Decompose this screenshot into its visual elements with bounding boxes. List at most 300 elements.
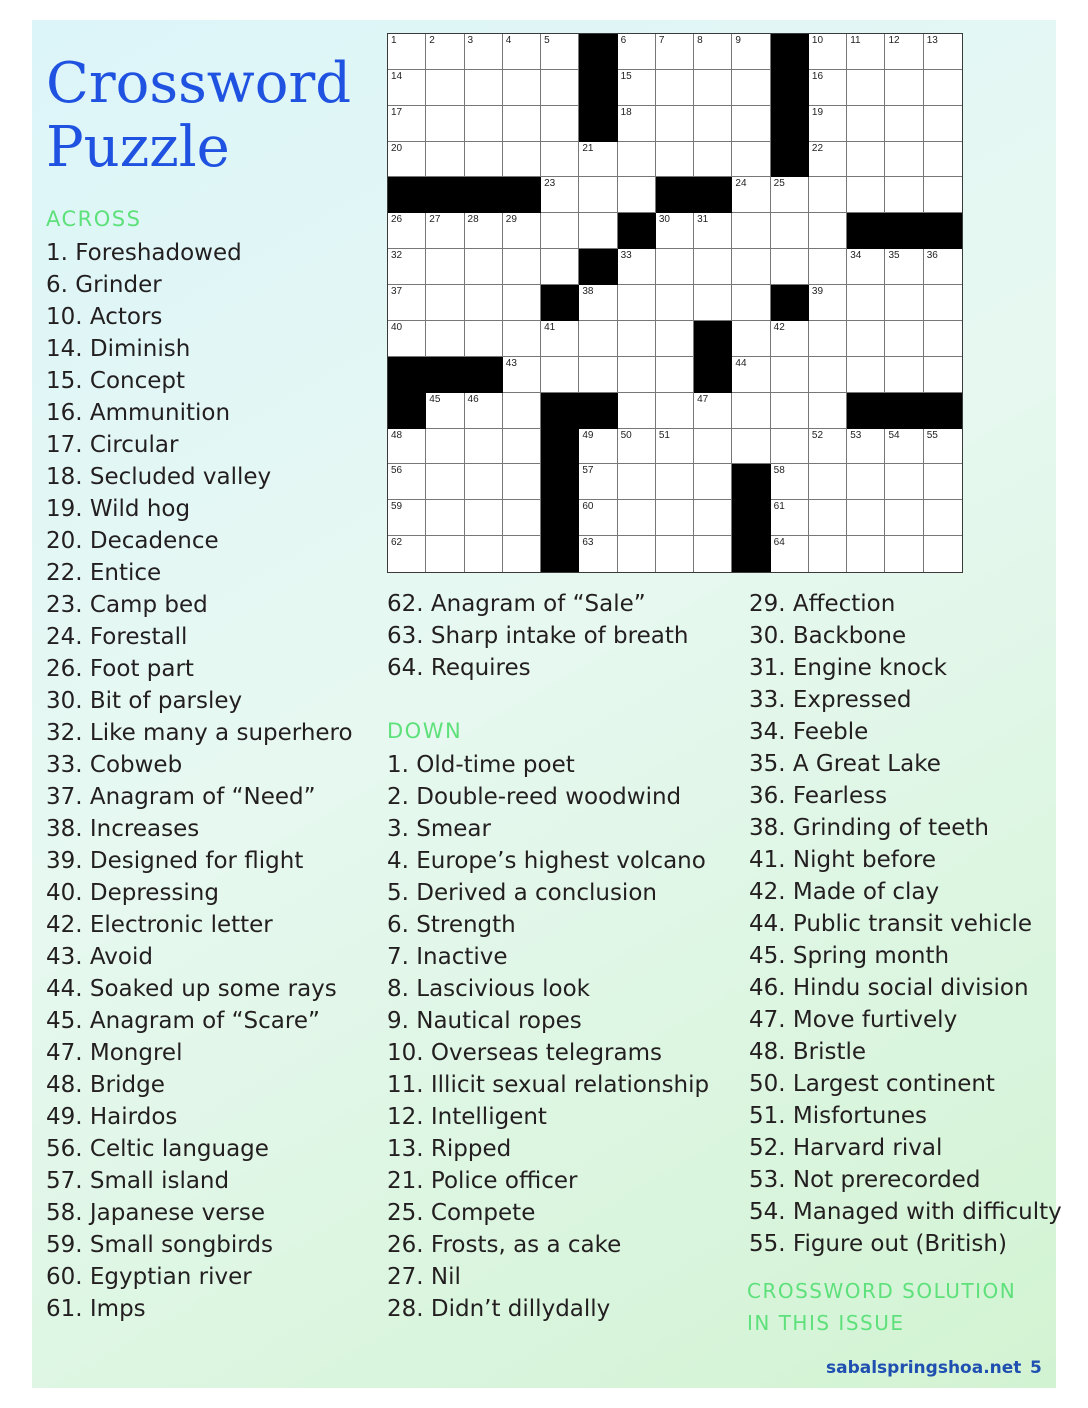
- clue-item: 59. Small songbirds: [46, 1232, 273, 1258]
- grid-cell[interactable]: [541, 249, 579, 285]
- grid-black-square: [541, 285, 579, 321]
- clue-item: 54. Managed with difficulty: [749, 1199, 1062, 1225]
- grid-cell[interactable]: [465, 464, 503, 500]
- grid-cell[interactable]: [694, 536, 732, 572]
- grid-cell[interactable]: [771, 357, 809, 393]
- clue-number: 28: [467, 214, 479, 226]
- clue-item: 12. Intelligent: [387, 1104, 547, 1130]
- clue-item: 10. Actors: [46, 304, 163, 330]
- grid-cell[interactable]: [847, 249, 885, 285]
- grid-cell[interactable]: [541, 106, 579, 142]
- clue-number: 64: [773, 537, 785, 549]
- grid-cell[interactable]: [885, 106, 923, 142]
- grid-cell[interactable]: [885, 429, 923, 465]
- grid-cell[interactable]: [465, 142, 503, 178]
- grid-cell[interactable]: [732, 321, 770, 357]
- grid-cell[interactable]: [885, 464, 923, 500]
- grid-cell[interactable]: [809, 106, 847, 142]
- grid-black-square: [465, 177, 503, 213]
- grid-cell[interactable]: [924, 142, 962, 178]
- grid-black-square: [924, 393, 962, 429]
- grid-cell[interactable]: [541, 70, 579, 106]
- grid-cell[interactable]: [618, 429, 656, 465]
- grid-cell[interactable]: [809, 249, 847, 285]
- grid-cell[interactable]: [809, 285, 847, 321]
- grid-black-square: [388, 357, 426, 393]
- clue-item: 51. Misfortunes: [749, 1103, 928, 1129]
- clue-item: 47. Move furtively: [749, 1007, 958, 1033]
- grid-cell[interactable]: [579, 357, 617, 393]
- grid-cell[interactable]: [541, 142, 579, 178]
- grid-cell[interactable]: [924, 429, 962, 465]
- grid-cell[interactable]: [388, 429, 426, 465]
- grid-cell[interactable]: [924, 249, 962, 285]
- grid-cell[interactable]: [426, 213, 464, 249]
- grid-cell[interactable]: [656, 321, 694, 357]
- grid-cell[interactable]: [656, 500, 694, 536]
- clue-item: 5. Derived a conclusion: [387, 880, 657, 906]
- grid-cell[interactable]: [924, 500, 962, 536]
- clue-item: 11. Illicit sexual relationship: [387, 1072, 710, 1098]
- grid-cell[interactable]: [656, 429, 694, 465]
- grid-cell[interactable]: [579, 536, 617, 572]
- grid-cell[interactable]: [426, 464, 464, 500]
- title-line-1: Crossword: [46, 51, 352, 116]
- grid-cell[interactable]: [503, 464, 541, 500]
- clue-number: 32: [391, 250, 403, 262]
- grid-cell[interactable]: [426, 393, 464, 429]
- grid-cell[interactable]: [388, 536, 426, 572]
- clue-item: 43. Avoid: [46, 944, 153, 970]
- grid-cell[interactable]: [885, 177, 923, 213]
- clue-number: 30: [658, 214, 670, 226]
- clue-number: 51: [658, 429, 670, 441]
- grid-black-square: [771, 70, 809, 106]
- grid-cell[interactable]: [809, 213, 847, 249]
- clue-number: 31: [697, 214, 709, 226]
- grid-cell[interactable]: [426, 429, 464, 465]
- grid-cell[interactable]: [579, 142, 617, 178]
- grid-black-square: [579, 70, 617, 106]
- grid-cell[interactable]: [732, 34, 770, 70]
- grid-cell[interactable]: [694, 393, 732, 429]
- grid-cell[interactable]: [694, 285, 732, 321]
- grid-cell[interactable]: [885, 34, 923, 70]
- grid-cell[interactable]: [847, 429, 885, 465]
- solution-notice-line-1: CROSSWORD SOLUTION: [747, 1279, 1017, 1303]
- grid-cell[interactable]: [809, 321, 847, 357]
- grid-cell[interactable]: [503, 393, 541, 429]
- clue-number: 23: [544, 178, 556, 190]
- grid-cell[interactable]: [503, 249, 541, 285]
- grid-cell[interactable]: [732, 393, 770, 429]
- clue-item: 15. Concept: [46, 368, 186, 394]
- clue-item: 41. Night before: [749, 847, 937, 873]
- clue-item: 50. Largest continent: [749, 1071, 995, 1097]
- clue-number: 16: [811, 70, 824, 82]
- grid-black-square: [847, 393, 885, 429]
- clue-item: 61. Imps: [46, 1296, 146, 1322]
- clue-number: 26: [391, 214, 403, 226]
- grid-cell[interactable]: [426, 142, 464, 178]
- clue-number: 24: [735, 178, 747, 190]
- page-title: [46, 52, 351, 180]
- grid-cell[interactable]: [809, 70, 847, 106]
- grid-cell[interactable]: [694, 213, 732, 249]
- grid-cell[interactable]: [426, 70, 464, 106]
- grid-cell[interactable]: [847, 106, 885, 142]
- grid-cell[interactable]: [618, 536, 656, 572]
- grid-cell[interactable]: [541, 34, 579, 70]
- clue-number: 42: [773, 321, 785, 333]
- grid-black-square: [694, 357, 732, 393]
- grid-cell[interactable]: [732, 142, 770, 178]
- grid-cell[interactable]: [847, 70, 885, 106]
- grid-cell[interactable]: [618, 142, 656, 178]
- clue-item: 60. Egyptian river: [46, 1264, 252, 1290]
- clue-item: 20. Decadence: [46, 528, 219, 554]
- grid-cell[interactable]: [503, 429, 541, 465]
- grid-cell[interactable]: [656, 213, 694, 249]
- grid-cell[interactable]: [465, 321, 503, 357]
- clue-item: 64. Requires: [387, 655, 531, 681]
- grid-cell[interactable]: [847, 177, 885, 213]
- grid-cell[interactable]: [465, 429, 503, 465]
- grid-cell[interactable]: [618, 393, 656, 429]
- grid-cell[interactable]: [656, 142, 694, 178]
- clue-number: 29: [505, 214, 517, 226]
- grid-cell[interactable]: [732, 249, 770, 285]
- clue-item: 21. Police officer: [387, 1168, 578, 1194]
- grid-cell[interactable]: [771, 500, 809, 536]
- grid-cell[interactable]: [924, 357, 962, 393]
- grid-cell[interactable]: [541, 321, 579, 357]
- grid-cell[interactable]: [503, 500, 541, 536]
- grid-cell[interactable]: [426, 285, 464, 321]
- grid-cell[interactable]: [656, 536, 694, 572]
- title-line-2: Puzzle: [46, 115, 230, 180]
- clue-item: 52. Harvard rival: [749, 1135, 943, 1161]
- grid-cell[interactable]: [885, 142, 923, 178]
- grid-cell[interactable]: [771, 429, 809, 465]
- grid-cell[interactable]: [465, 249, 503, 285]
- grid-cell[interactable]: [503, 34, 541, 70]
- grid-black-square: [885, 393, 923, 429]
- grid-cell[interactable]: [618, 177, 656, 213]
- grid-black-square: [541, 429, 579, 465]
- grid-cell[interactable]: [771, 393, 809, 429]
- grid-cell[interactable]: [924, 464, 962, 500]
- grid-cell[interactable]: [694, 429, 732, 465]
- grid-cell[interactable]: [426, 34, 464, 70]
- clue-item: 6. Grinder: [46, 272, 162, 298]
- clue-item: 35. A Great Lake: [749, 751, 941, 777]
- across-clue-list-continued: [387, 588, 688, 684]
- grid-cell[interactable]: [771, 213, 809, 249]
- grid-black-square: [541, 536, 579, 572]
- grid-cell[interactable]: [847, 142, 885, 178]
- grid-cell[interactable]: [618, 106, 656, 142]
- clue-number: 53: [850, 429, 862, 441]
- grid-cell[interactable]: [618, 321, 656, 357]
- grid-cell[interactable]: [579, 500, 617, 536]
- clue-number: 25: [773, 178, 785, 190]
- clue-number: 56: [391, 465, 403, 477]
- grid-cell[interactable]: [732, 285, 770, 321]
- grid-cell[interactable]: [656, 357, 694, 393]
- grid-cell[interactable]: [426, 321, 464, 357]
- clue-number: 49: [582, 429, 594, 441]
- clue-number: 8: [697, 35, 703, 46]
- grid-cell[interactable]: [388, 249, 426, 285]
- grid-cell[interactable]: [809, 142, 847, 178]
- grid-cell[interactable]: [656, 70, 694, 106]
- clue-item: 33. Cobweb: [46, 752, 183, 778]
- grid-cell[interactable]: [885, 249, 923, 285]
- grid-cell[interactable]: [809, 393, 847, 429]
- grid-cell[interactable]: [847, 357, 885, 393]
- clue-item: 1. Foreshadowed: [46, 240, 242, 266]
- crossword-grid: [387, 33, 963, 573]
- clue-item: 63. Sharp intake of breath: [387, 623, 689, 649]
- grid-cell[interactable]: [618, 249, 656, 285]
- grid-cell[interactable]: [618, 70, 656, 106]
- grid-cell[interactable]: [465, 500, 503, 536]
- clue-number: 27: [429, 214, 441, 226]
- grid-cell[interactable]: [885, 321, 923, 357]
- grid-cell[interactable]: [579, 177, 617, 213]
- grid-cell[interactable]: [656, 249, 694, 285]
- grid-black-square: [771, 106, 809, 142]
- clue-number: 34: [850, 250, 862, 262]
- grid-cell[interactable]: [771, 321, 809, 357]
- grid-black-square: [426, 357, 464, 393]
- grid-cell[interactable]: [579, 321, 617, 357]
- clue-number: 57: [582, 465, 594, 477]
- clue-number: 22: [811, 142, 824, 154]
- grid-cell[interactable]: [426, 249, 464, 285]
- grid-cell[interactable]: [694, 249, 732, 285]
- grid-cell[interactable]: [885, 285, 923, 321]
- grid-cell[interactable]: [694, 142, 732, 178]
- grid-black-square: [579, 249, 617, 285]
- grid-cell[interactable]: [618, 464, 656, 500]
- grid-cell[interactable]: [465, 285, 503, 321]
- clue-number: 39: [811, 286, 824, 298]
- grid-cell[interactable]: [503, 213, 541, 249]
- clue-item: 48. Bridge: [46, 1072, 165, 1098]
- clue-item: 30. Backbone: [749, 623, 907, 649]
- clue-item: 55. Figure out (British): [749, 1231, 1007, 1257]
- grid-black-square: [656, 177, 694, 213]
- grid-cell[interactable]: [388, 464, 426, 500]
- clue-number: 13: [926, 35, 938, 46]
- clue-number: 63: [582, 537, 594, 549]
- clue-item: 36. Fearless: [749, 783, 888, 809]
- grid-cell[interactable]: [924, 34, 962, 70]
- grid-cell[interactable]: [465, 213, 503, 249]
- grid-cell[interactable]: [388, 142, 426, 178]
- clue-number: 11: [850, 35, 861, 46]
- grid-cell[interactable]: [732, 106, 770, 142]
- grid-cell[interactable]: [809, 34, 847, 70]
- clue-item: 22. Entice: [46, 560, 162, 586]
- grid-cell[interactable]: [732, 177, 770, 213]
- clue-item: 13. Ripped: [387, 1136, 512, 1162]
- clue-number: 60: [582, 501, 594, 513]
- grid-cell[interactable]: [618, 34, 656, 70]
- clue-number: 21: [582, 142, 594, 154]
- grid-cell[interactable]: [694, 464, 732, 500]
- grid-cell[interactable]: [541, 177, 579, 213]
- grid-cell[interactable]: [732, 429, 770, 465]
- grid-cell[interactable]: [503, 106, 541, 142]
- grid-cell[interactable]: [847, 34, 885, 70]
- grid-cell[interactable]: [847, 536, 885, 572]
- grid-cell[interactable]: [924, 177, 962, 213]
- clue-item: 44. Public transit vehicle: [749, 911, 1033, 937]
- grid-cell[interactable]: [388, 70, 426, 106]
- grid-cell[interactable]: [579, 464, 617, 500]
- clue-number: 62: [391, 537, 403, 549]
- grid-cell[interactable]: [694, 500, 732, 536]
- grid-cell[interactable]: [618, 285, 656, 321]
- grid-cell[interactable]: [503, 536, 541, 572]
- grid-cell[interactable]: [924, 106, 962, 142]
- clue-item: 4. Europe’s highest volcano: [387, 848, 706, 874]
- grid-cell[interactable]: [426, 500, 464, 536]
- grid-cell[interactable]: [732, 357, 770, 393]
- grid-cell[interactable]: [388, 500, 426, 536]
- clue-item: 6. Strength: [387, 912, 516, 938]
- clue-item: 45. Anagram of “Scare”: [46, 1008, 320, 1034]
- clue-item: 38. Increases: [46, 816, 200, 842]
- clue-item: 8. Lascivious look: [387, 976, 590, 1002]
- grid-cell[interactable]: [541, 357, 579, 393]
- grid-cell[interactable]: [847, 285, 885, 321]
- grid-black-square: [541, 393, 579, 429]
- grid-cell[interactable]: [541, 213, 579, 249]
- grid-cell[interactable]: [885, 536, 923, 572]
- clue-item: 40. Depressing: [46, 880, 219, 906]
- clue-item: 10. Overseas telegrams: [387, 1040, 662, 1066]
- grid-cell[interactable]: [579, 213, 617, 249]
- clue-item: 3. Smear: [387, 816, 491, 842]
- clue-number: 38: [582, 286, 594, 298]
- grid-cell[interactable]: [503, 285, 541, 321]
- grid-cell[interactable]: [388, 34, 426, 70]
- grid-black-square: [541, 500, 579, 536]
- grid-cell[interactable]: [924, 285, 962, 321]
- clue-number: 61: [773, 501, 785, 513]
- grid-cell[interactable]: [579, 429, 617, 465]
- grid-cell[interactable]: [924, 321, 962, 357]
- grid-black-square: [732, 500, 770, 536]
- grid-cell[interactable]: [924, 70, 962, 106]
- grid-cell[interactable]: [809, 177, 847, 213]
- grid-cell[interactable]: [809, 536, 847, 572]
- grid-cell[interactable]: [809, 429, 847, 465]
- grid-cell[interactable]: [924, 536, 962, 572]
- grid-cell[interactable]: [503, 70, 541, 106]
- grid-cell[interactable]: [618, 500, 656, 536]
- clue-number: 15: [620, 70, 632, 82]
- grid-cell[interactable]: [388, 321, 426, 357]
- grid-cell[interactable]: [388, 213, 426, 249]
- grid-cell[interactable]: [426, 536, 464, 572]
- clue-item: 49. Hairdos: [46, 1104, 178, 1130]
- grid-cell[interactable]: [465, 536, 503, 572]
- grid-cell[interactable]: [388, 106, 426, 142]
- grid-cell[interactable]: [503, 321, 541, 357]
- grid-cell[interactable]: [503, 142, 541, 178]
- grid-cell[interactable]: [694, 106, 732, 142]
- clue-number: 46: [467, 393, 479, 405]
- grid-cell[interactable]: [809, 464, 847, 500]
- clue-item: 37. Anagram of “Need”: [46, 784, 316, 810]
- grid-cell[interactable]: [809, 357, 847, 393]
- grid-cell[interactable]: [885, 500, 923, 536]
- grid-black-square: [579, 393, 617, 429]
- grid-cell[interactable]: [656, 464, 694, 500]
- clue-item: 1. Old-time poet: [387, 752, 575, 778]
- grid-cell[interactable]: [465, 393, 503, 429]
- clue-item: 57. Small island: [46, 1168, 230, 1194]
- grid-cell[interactable]: [579, 285, 617, 321]
- grid-cell[interactable]: [656, 34, 694, 70]
- across-heading: ACROSS: [46, 207, 142, 231]
- grid-cell[interactable]: [656, 393, 694, 429]
- solution-notice: [747, 1275, 1016, 1339]
- grid-cell[interactable]: [847, 500, 885, 536]
- grid-cell[interactable]: [694, 34, 732, 70]
- grid-cell[interactable]: [732, 213, 770, 249]
- grid-cell[interactable]: [771, 249, 809, 285]
- grid-black-square: [579, 106, 617, 142]
- grid-cell[interactable]: [732, 70, 770, 106]
- grid-cell[interactable]: [426, 106, 464, 142]
- grid-cell[interactable]: [771, 536, 809, 572]
- grid-black-square: [541, 464, 579, 500]
- clue-item: 26. Foot part: [46, 656, 194, 682]
- grid-cell[interactable]: [885, 70, 923, 106]
- grid-cell[interactable]: [694, 70, 732, 106]
- grid-cell[interactable]: [771, 464, 809, 500]
- clue-number: 3: [467, 35, 474, 46]
- grid-cell[interactable]: [465, 106, 503, 142]
- grid-cell[interactable]: [656, 106, 694, 142]
- grid-cell[interactable]: [847, 321, 885, 357]
- grid-cell[interactable]: [847, 464, 885, 500]
- grid-cell[interactable]: [809, 500, 847, 536]
- grid-black-square: [732, 536, 770, 572]
- grid-cell[interactable]: [885, 357, 923, 393]
- grid-cell[interactable]: [656, 285, 694, 321]
- clue-number: 43: [505, 357, 517, 369]
- clue-number: 45: [429, 393, 441, 405]
- grid-cell[interactable]: [465, 34, 503, 70]
- grid-cell[interactable]: [503, 357, 541, 393]
- clue-number: 1: [391, 35, 397, 46]
- clue-item: 25. Compete: [387, 1200, 536, 1226]
- grid-cell[interactable]: [618, 357, 656, 393]
- clue-number: 47: [697, 393, 709, 405]
- website-url[interactable]: sabalspringshoa.net: [826, 1358, 1022, 1378]
- grid-cell[interactable]: [388, 285, 426, 321]
- grid-cell[interactable]: [771, 177, 809, 213]
- grid-cell[interactable]: [465, 70, 503, 106]
- down-heading: DOWN: [387, 719, 463, 743]
